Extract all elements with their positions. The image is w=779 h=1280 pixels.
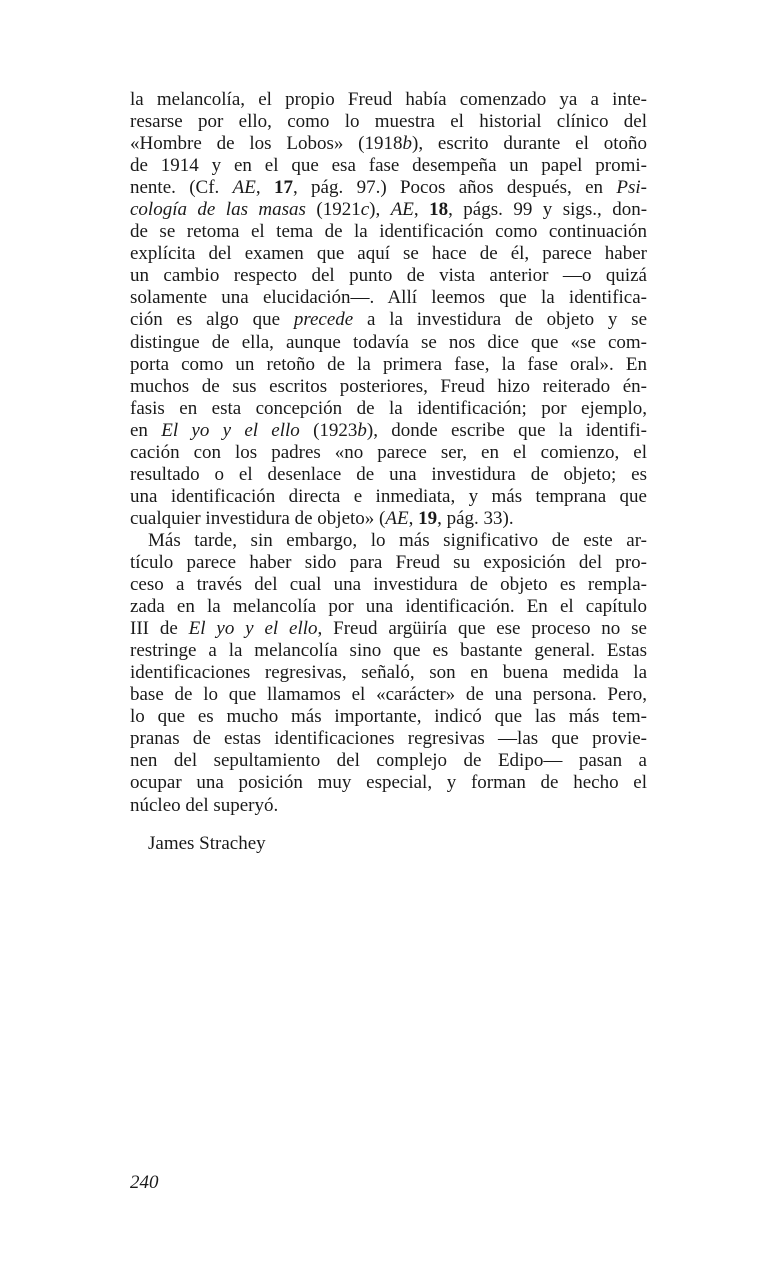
- italic-text: c: [360, 199, 370, 221]
- text-run: nen del sepultamiento del complejo de Edipo— pasan a: [130, 750, 647, 772]
- text-line: [130, 354, 647, 376]
- text-run: de 1914 y en el que esa fase desempeña un papel promi-: [130, 155, 647, 177]
- text-line: [130, 111, 647, 133]
- author-signature: James Strachey: [148, 833, 266, 854]
- text-line: [130, 265, 647, 287]
- text-run: solamente una elucidación—. Allí leemos que la identifica-: [130, 287, 647, 309]
- text-run: resarse por ello, como lo muestra el historial clínico del: [130, 111, 647, 133]
- italic-text: El yo y el ello: [188, 618, 318, 640]
- text-run: base de lo que llamamos el «carácter» de una persona. Pero,: [130, 684, 647, 706]
- text-line: [130, 596, 647, 618]
- text-run: lo que es mucho más importante, indicó que las más tem-: [130, 706, 647, 728]
- text-run: ,: [408, 507, 419, 529]
- text-line: [130, 177, 647, 199]
- text-run: , Freud argüiría que ese proceso no se: [317, 618, 647, 640]
- text-run: , pág. 33).: [437, 507, 514, 529]
- text-run: pranas de estas identificaciones regresivas —las que provie-: [130, 728, 647, 750]
- text-run: ),: [369, 199, 391, 221]
- text-run: resultado o el desenlace de una investidura de objeto; es: [130, 463, 647, 485]
- text-run: de se retoma el tema de la identificación como continuación: [130, 221, 647, 243]
- text-run: núcleo del superyó.: [130, 794, 279, 816]
- text-line: [130, 530, 647, 552]
- text-line: [130, 243, 647, 265]
- italic-text: AE: [232, 177, 256, 199]
- text-line: [130, 221, 647, 243]
- text-run: en: [130, 419, 162, 441]
- text-run: distingue de ella, aunque todavía se nos dice que «se com-: [130, 331, 647, 353]
- text-run: cualquier investidura de objeto» (: [130, 507, 386, 529]
- text-run: una identificación directa e inmediata, y más temprana que: [130, 485, 647, 507]
- text-run: nente. (Cf.: [130, 177, 233, 199]
- text-line: [130, 706, 647, 728]
- text-line: [130, 464, 647, 486]
- text-line: [130, 795, 647, 817]
- text-run: ceso a través del cual una investidura de objeto es rempla-: [130, 574, 647, 596]
- italic-text: b: [402, 133, 412, 155]
- text-run: , pág. 97.) Pocos años después, en: [292, 177, 617, 199]
- text-run: cación con los padres «no parece ser, en el comienzo, el: [130, 441, 647, 463]
- italic-text: precede: [293, 309, 354, 331]
- bold-text: 19: [418, 507, 438, 529]
- text-line: [130, 728, 647, 750]
- text-run: un cambio respecto del punto de vista anterior —o quizá: [130, 265, 647, 287]
- text-line: [130, 618, 647, 640]
- text-run: ), escrito durante el otoño: [412, 133, 647, 155]
- text-run: la melancolía, el propio Freud había comenzado ya a inte-: [130, 89, 647, 110]
- italic-text: b: [357, 419, 367, 441]
- bold-text: 17: [273, 177, 293, 199]
- text-run: a la investidura de objeto y se: [353, 309, 648, 331]
- text-line: [130, 574, 647, 596]
- text-line: [130, 486, 647, 508]
- text-line: [130, 89, 647, 111]
- text-run: ,: [413, 199, 430, 221]
- text-run: III de: [130, 618, 189, 640]
- bold-text: 18: [429, 199, 449, 221]
- text-run: porta como un retoño de la primera fase, la fase oral». En: [130, 353, 647, 375]
- text-line: [130, 508, 647, 530]
- text-run: fasis en esta concepción de la identificación; por ejemplo,: [130, 397, 647, 419]
- text-line: [130, 155, 647, 177]
- text-run: identificaciones regresivas, señaló, son en buena medida la: [130, 662, 647, 684]
- italic-text: AE: [385, 507, 409, 529]
- text-run: explícita del examen que aquí se hace de él, parece haber: [130, 243, 647, 265]
- text-run: (1923: [299, 419, 358, 441]
- text-line: [130, 640, 647, 662]
- text-line: [130, 376, 647, 398]
- text-run: tículo parece haber sido para Freud su exposición del pro-: [130, 551, 647, 573]
- body-text: [130, 89, 647, 817]
- text-run: Más tarde, sin embargo, lo más significativo de este ar-: [148, 529, 647, 551]
- text-line: [130, 552, 647, 574]
- page-number: 240: [130, 1172, 159, 1193]
- text-run: ocupar una posición muy especial, y forman de hecho el: [130, 772, 647, 794]
- text-line: [130, 772, 647, 794]
- text-line: [130, 199, 647, 221]
- text-line: [130, 309, 647, 331]
- text-run: muchos de sus escritos posteriores, Freud hizo reiterado én-: [130, 375, 647, 397]
- text-run: «Hombre de los Lobos» (1918: [130, 133, 403, 155]
- text-line: [130, 133, 647, 155]
- text-run: ), donde escribe que la identifi-: [366, 419, 647, 441]
- text-line: [130, 442, 647, 464]
- italic-text: cología de las masas: [130, 199, 306, 221]
- text-run: restringe a la melancolía sino que es bastante general. Estas: [130, 640, 647, 662]
- text-line: [130, 287, 647, 309]
- text-run: ción es algo que: [130, 309, 294, 331]
- text-run: zada en la melancolía por una identificación. En el capítulo: [130, 596, 647, 618]
- text-line: [130, 684, 647, 706]
- text-run: , págs. 99 y sigs., don-: [448, 199, 648, 221]
- italic-text: El yo y el ello: [161, 419, 300, 441]
- text-line: [130, 662, 647, 684]
- italic-text: Psi-: [616, 177, 647, 199]
- text-line: [130, 750, 647, 772]
- text-run: (1921: [305, 199, 361, 221]
- text-line: [130, 420, 647, 442]
- text-line: [130, 332, 647, 354]
- italic-text: AE: [390, 199, 414, 221]
- text-line: [130, 398, 647, 420]
- text-run: ,: [255, 177, 274, 199]
